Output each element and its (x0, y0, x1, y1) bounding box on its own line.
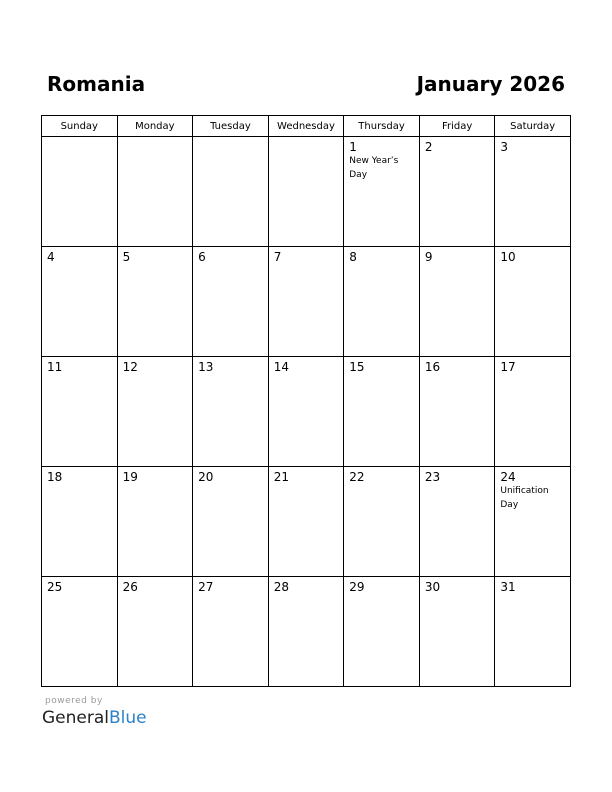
day-number: 9 (424, 250, 433, 264)
day-number: 6 (198, 250, 206, 264)
month-year-title: January 2026 (416, 72, 565, 96)
day-number: 4 (47, 250, 55, 264)
powered-by-text: powered by (45, 696, 103, 706)
week-row (42, 137, 571, 247)
day-cell (495, 577, 571, 687)
day-number: 26 (122, 580, 138, 594)
day-number: 28 (273, 580, 289, 594)
week-row (42, 467, 571, 577)
empty-day-cell (193, 137, 269, 247)
day-cell (117, 357, 193, 467)
weekday-header-row (42, 116, 571, 137)
day-number: 17 (500, 360, 516, 374)
day-cell (117, 467, 193, 577)
calendar-grid (41, 115, 571, 687)
day-cell (42, 467, 118, 577)
day-cell (268, 357, 344, 467)
day-number: 13 (198, 360, 214, 374)
empty-day-cell (42, 137, 118, 247)
day-number: 14 (273, 360, 289, 374)
day-cell (344, 247, 420, 357)
day-number: 5 (122, 250, 131, 264)
brand-blue-text: Blue (109, 708, 147, 728)
day-number: 1 (349, 140, 357, 154)
day-number: 22 (349, 470, 365, 484)
day-number: 23 (424, 470, 441, 484)
day-cell (193, 467, 269, 577)
day-number: 27 (198, 580, 214, 594)
day-cell (344, 137, 420, 247)
day-cell (495, 137, 571, 247)
day-number: 8 (349, 250, 357, 264)
day-cell (495, 247, 571, 357)
day-cell (344, 577, 420, 687)
day-number: 11 (47, 360, 63, 374)
day-cell (42, 577, 118, 687)
day-number (269, 137, 344, 140)
week-row (42, 357, 571, 467)
day-cell (419, 577, 495, 687)
day-number: 3 (500, 140, 509, 154)
brand-general-text: General (42, 708, 109, 728)
empty-day-cell (268, 137, 344, 247)
week-row (42, 247, 571, 357)
day-cell (419, 357, 495, 467)
day-number: 19 (122, 470, 138, 484)
day-cell (193, 577, 269, 687)
day-number: 10 (500, 250, 516, 264)
day-cell (117, 577, 193, 687)
day-number: 20 (198, 470, 214, 484)
day-cell (193, 357, 269, 467)
day-cell (268, 247, 344, 357)
day-cell (344, 357, 420, 467)
holiday-label: Unification Day (500, 486, 549, 510)
day-number: 25 (47, 580, 63, 594)
day-cell (344, 467, 420, 577)
empty-day-cell (117, 137, 193, 247)
day-number: 16 (424, 360, 441, 374)
day-number: 29 (349, 580, 365, 594)
weekday-header-monday: Monday (117, 116, 193, 137)
day-number (118, 137, 193, 140)
day-cell (193, 247, 269, 357)
weekday-header-friday: Friday (419, 116, 495, 137)
day-number: 21 (273, 470, 289, 484)
day-cell (42, 357, 118, 467)
day-number: 2 (424, 140, 433, 154)
day-cell (419, 247, 495, 357)
day-number: 24 (500, 470, 516, 484)
day-cell (419, 467, 495, 577)
weekday-header-wednesday: Wednesday (268, 116, 344, 137)
day-number: 15 (349, 360, 365, 374)
day-cell (268, 577, 344, 687)
day-number: 12 (122, 360, 138, 374)
weekday-header-sunday: Sunday (42, 116, 118, 137)
day-number (42, 137, 117, 140)
day-cell (495, 467, 571, 577)
country-title: Romania (47, 72, 146, 96)
week-row (42, 577, 571, 687)
day-cell (117, 247, 193, 357)
day-cell (495, 357, 571, 467)
weekday-header-saturday: Saturday (495, 116, 571, 137)
day-number: 7 (273, 250, 282, 264)
day-number (193, 137, 268, 140)
day-cell (42, 247, 118, 357)
day-number: 31 (500, 580, 516, 594)
holiday-label: New Year’s Day (349, 156, 399, 180)
weekday-header-tuesday: Tuesday (193, 116, 269, 137)
day-cell (268, 467, 344, 577)
weekday-header-thursday: Thursday (344, 116, 420, 137)
day-number: 18 (47, 470, 63, 484)
generalblue-logo[interactable] (42, 707, 147, 729)
day-cell (419, 137, 495, 247)
day-number: 30 (424, 580, 441, 594)
